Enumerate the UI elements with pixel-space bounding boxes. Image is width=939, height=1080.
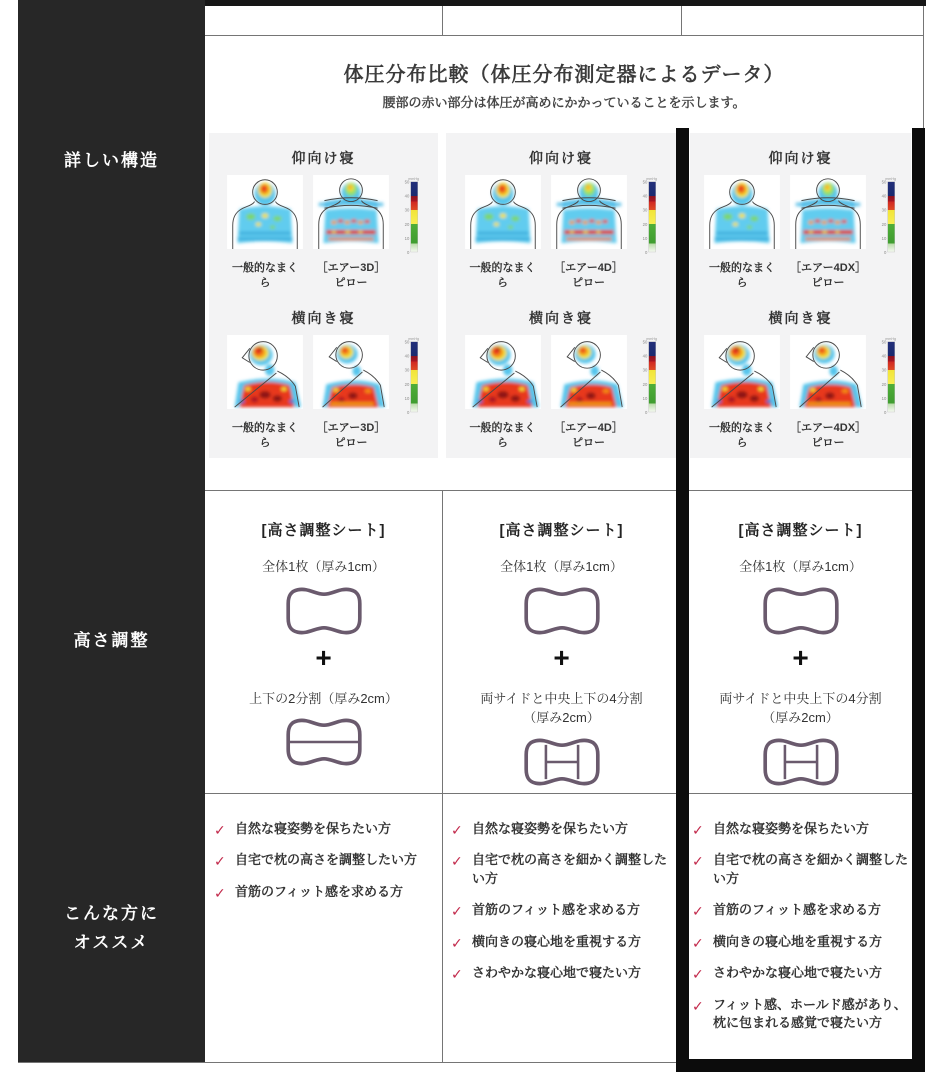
top-sheet-label: 全体1枚（厚み1cm） — [739, 559, 862, 574]
recommend-item: ✓ 首筋のフィット感を求める方 — [692, 901, 908, 919]
generic-pillow-caption: 一般的なまくら — [709, 262, 775, 289]
product-pillow-caption: ［エアー4DX］ ピロー — [790, 421, 867, 449]
bottom-sheet-label: 両サイドと中央上下の4分割 — [480, 690, 643, 706]
check-icon: ✓ — [451, 934, 463, 951]
bottom-sheet-label: 両サイドと中央上下の4分割 — [719, 690, 882, 706]
height-adjust-col-air4d — [442, 493, 681, 793]
height-sheet-header: [高さ調整シート] — [499, 522, 624, 539]
header-row-border — [205, 35, 923, 36]
recommend-item: ✓ さわやかな寝心地で寝たい方 — [451, 964, 667, 982]
bottom-sheet-label-line2: （厚み2cm） — [762, 710, 839, 725]
check-icon: ✓ — [451, 966, 463, 983]
pressure-map-side-generic — [465, 335, 541, 409]
pressure-section-subtitle: 腰部の赤い部分は体圧が高めにかかっていることを示します。 — [382, 95, 746, 110]
height-sheet-header: [高さ調整シート] — [261, 522, 386, 539]
plus-sign: + — [792, 641, 809, 673]
product-pillow-caption: ［エアー4DX］ ピロー — [790, 262, 867, 289]
product-pillow-caption: ［エアー3D］ ピロー — [316, 421, 386, 449]
pressure-panel-air3d — [209, 133, 438, 458]
height-adjust-col-air3d — [205, 493, 442, 793]
recommend-list-air4d — [451, 795, 667, 996]
recommend-item: ✓ 自然な寝姿勢を保ちたい方 — [214, 820, 426, 838]
recommend-item: ✓ 首筋のフィット感を求める方 — [451, 901, 667, 919]
pressure-colorbar — [634, 175, 658, 257]
recommend-item: ✓ 自宅で枕の高さを細かく調整したい方 — [692, 852, 909, 886]
back-sleep-label: 仰向け寝 — [291, 150, 356, 166]
recommend-item: ✓ 自然な寝姿勢を保ちたい方 — [692, 820, 908, 838]
pressure-map-back-generic — [227, 175, 303, 249]
pressure-map-side-generic — [227, 335, 303, 409]
generic-pillow-caption: 一般的なまくら — [469, 421, 536, 449]
product-pillow-caption: ［エアー4D］ ピロー — [554, 421, 623, 449]
row-label-recommend: こんな方に オススメ — [64, 904, 159, 952]
recommend-item: ✓ さわやかな寝心地で寝たい方 — [692, 964, 908, 982]
sheet-shape-whole — [763, 586, 839, 636]
pressure-map-side-product — [790, 335, 866, 409]
pressure-map-back-product — [313, 175, 389, 249]
recommend-item: ✓ 自宅で枕の高さを調整したい方 — [214, 851, 426, 869]
row-label-structure: 詳しい構造 — [64, 151, 159, 170]
recommend-item: ✓ 自然な寝姿勢を保ちたい方 — [451, 820, 667, 838]
bottom-sheet-label-line2: （厚み2cm） — [523, 710, 600, 725]
pressure-map-side-product — [551, 335, 627, 409]
pressure-map-back-product — [551, 175, 627, 249]
row-header-column — [18, 0, 205, 1062]
generic-pillow-caption: 一般的なまくら — [232, 262, 298, 289]
product-pillow-caption: ［エアー4D］ ピロー — [554, 262, 623, 289]
height-sheet-header: [高さ調整シート] — [738, 522, 863, 539]
pressure-colorbar — [396, 335, 420, 417]
check-icon: ✓ — [214, 822, 226, 838]
recommend-item: ✓ 横向きの寝心地を重視する方 — [451, 933, 667, 951]
side-sleep-label: 横向き寝 — [291, 309, 356, 326]
sheet-shape-whole — [524, 586, 600, 636]
highlight-frame-left — [676, 128, 689, 1072]
top-sheet-label: 全体1枚（厚み1cm） — [500, 559, 623, 574]
check-icon: ✓ — [692, 966, 704, 983]
pressure-panel-air4d — [446, 133, 676, 458]
back-sleep-label: 仰向け寝 — [768, 150, 833, 166]
bottom-sheet-label: 上下の2分割（厚み2cm） — [249, 690, 398, 706]
check-icon: ✓ — [451, 822, 463, 838]
back-sleep-label: 仰向け寝 — [529, 150, 593, 166]
column-divider — [442, 6, 443, 35]
sheet-shape-split4 — [763, 737, 839, 787]
recommend-item: ✓ 横向きの寝心地を重視する方 — [692, 933, 908, 951]
check-icon: ✓ — [692, 997, 704, 1014]
recommend-item: ✓ 自宅で枕の高さを細かく調整したい方 — [451, 852, 668, 886]
pressure-map-back-generic — [465, 175, 541, 249]
pressure-colorbar — [634, 335, 658, 417]
recommend-list-air3d — [214, 795, 426, 914]
highlight-frame-right — [912, 128, 925, 1072]
pressure-section-title: 体圧分布比較（体圧分布測定器によるデータ） — [343, 64, 785, 86]
pressure-panel-air4dx — [690, 133, 911, 458]
check-icon: ✓ — [214, 884, 226, 901]
check-icon: ✓ — [692, 822, 704, 838]
check-icon: ✓ — [692, 853, 704, 870]
side-sleep-label: 横向き寝 — [768, 309, 833, 326]
column-divider — [681, 6, 682, 35]
check-icon: ✓ — [692, 934, 704, 951]
sheet-shape-split4 — [524, 737, 600, 787]
pressure-colorbar — [396, 175, 420, 257]
check-icon: ✓ — [692, 903, 704, 920]
product-pillow-caption: ［エアー3D］ ピロー — [316, 262, 386, 289]
check-icon: ✓ — [214, 853, 226, 870]
recommend-item: ✓ 首筋のフィット感を求める方 — [214, 883, 426, 901]
pressure-map-side-product — [313, 335, 389, 409]
pressure-map-back-product — [790, 175, 866, 249]
pressure-map-side-generic — [704, 335, 780, 409]
plus-sign: + — [315, 641, 332, 673]
recommend-list-air4dx — [692, 795, 908, 1046]
check-icon: ✓ — [451, 903, 463, 920]
pressure-map-back-generic — [704, 175, 780, 249]
recommend-item: ✓ フィット感、ホールド感があり、枕に包まれる感覚で寝たい方 — [692, 996, 907, 1031]
height-adjust-col-air4dx — [689, 493, 912, 793]
highlight-frame-bottom — [676, 1059, 925, 1072]
side-sleep-label: 横向き寝 — [529, 309, 593, 326]
generic-pillow-caption: 一般的なまくら — [232, 421, 298, 449]
sheet-shape-split2 — [286, 717, 362, 767]
row-label-height-adjust: 高さ調整 — [73, 631, 150, 650]
sheet-shape-whole — [286, 586, 362, 636]
plus-sign: + — [553, 641, 570, 673]
top-sheet-label: 全体1枚（厚み1cm） — [262, 559, 385, 574]
generic-pillow-caption: 一般的なまくら — [709, 421, 775, 449]
generic-pillow-caption: 一般的なまくら — [469, 262, 536, 289]
pressure-colorbar — [873, 335, 897, 417]
pressure-colorbar — [873, 175, 897, 257]
check-icon: ✓ — [451, 853, 463, 870]
